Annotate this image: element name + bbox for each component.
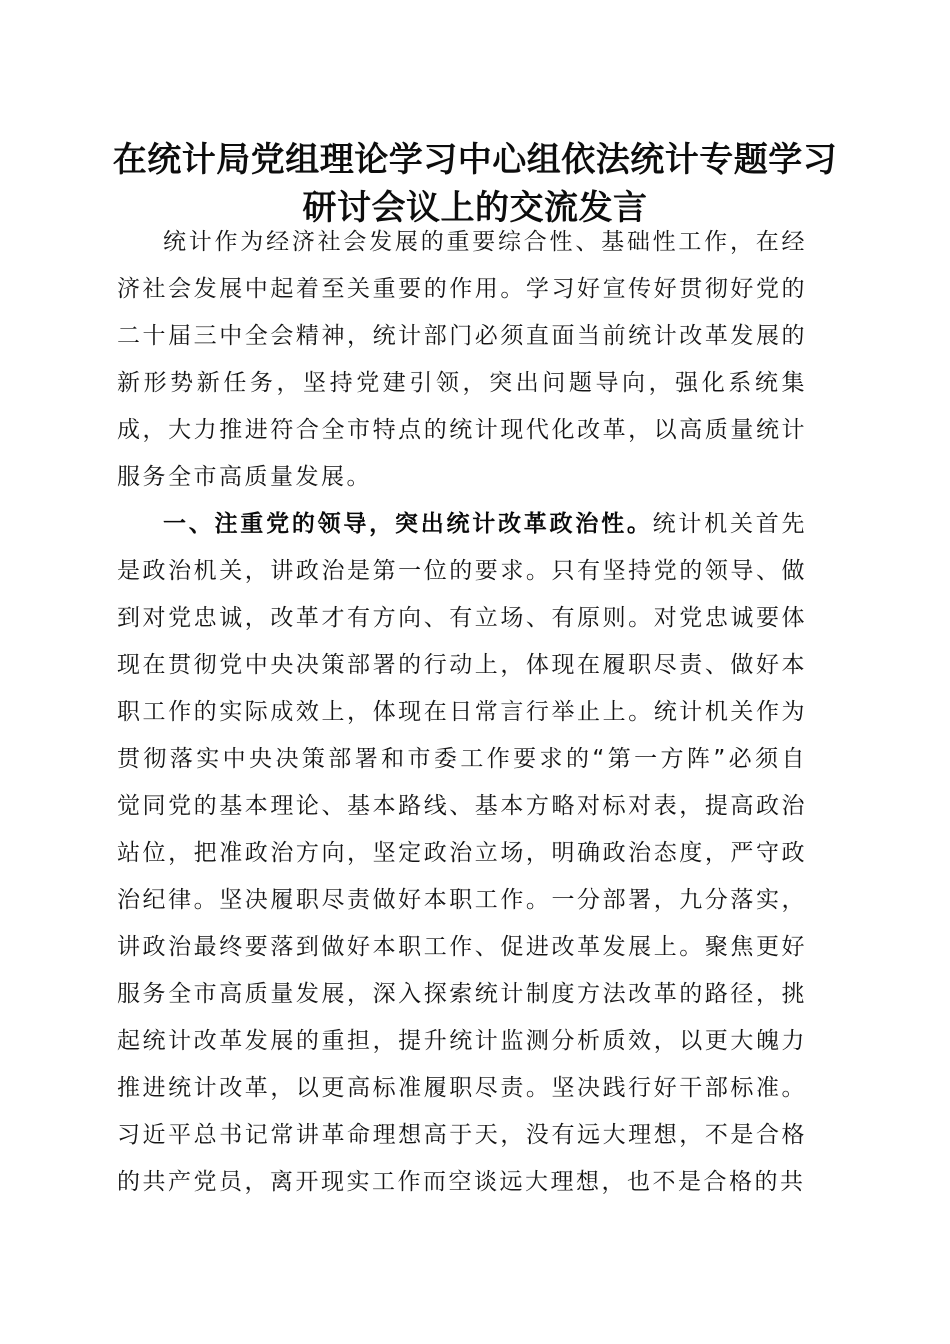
section-one-text: 统计机关首先是政治机关，讲政治是第一位的要求。只有坚持党的领导、做到对党忠诚，改革才有方向、有立场、有原则。对党忠诚要体现在贯彻党中央决策部署的行动上，体现在履职尽责、做好本职工作的实际成效上，体现在日常言行举止上。统计机关作为贯彻落实中央决策部署和市委工作要求的“第一方阵”必须自觉同党的基本理论、基本路线、基本方略对标对表，提高政治站位，把准政治方向，坚定政治立场，明确政治态度，严守政治纪律。坚决履职尽责做好本职工作。一分部署，九分落实，讲政治最终要落到做好本职工作、促进改革发展上。聚焦更好服务全市高质量发展，深入探索统计制度方法改革的路径，挑起统计改革发展的重担，提升统计监测分析质效，以更大魄力推进统计改革，以更高标准履职尽责。坚决践行好干部标准。习近平总书记常讲革命理想高于天，没有远大理想，不是合格的共产党员，离开现实工作而空谈远大理想，也不是合格的共 [117,511,808,1195]
document-title: 在统计局党组理论学习中心组依法统计专题学习研讨会议上的交流发言 [112,140,838,228]
document-body [117,219,807,1206]
section-one-heading: 一、注重党的领导，突出统计改革政治性。 [163,511,653,537]
section-one-paragraph [117,501,807,1206]
intro-paragraph: 统计作为经济社会发展的重要综合性、基础性工作，在经济社会发展中起着至关重要的作用。学习好宣传好贯彻好党的二十届三中全会精神，统计部门必须直面当前统计改革发展的新形势新任务，坚持党建引领，突出问题导向，强化系统集成，大力推进符合全市特点的统计现代化改革，以高质量统计服务全市高质量发展。 [117,229,807,490]
